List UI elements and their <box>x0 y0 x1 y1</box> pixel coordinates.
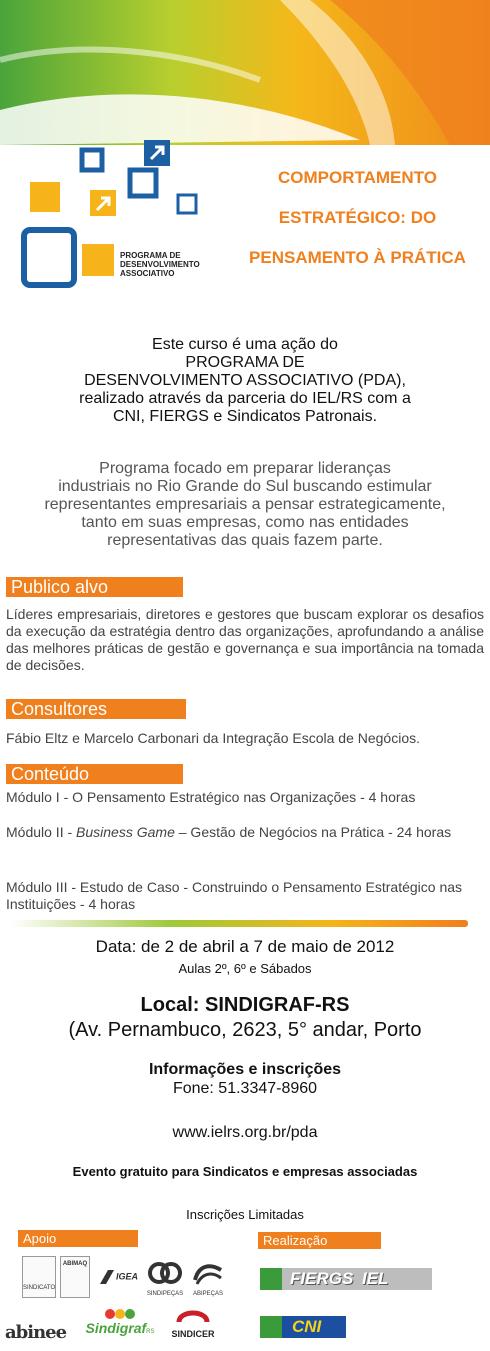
website-link[interactable]: www.ielrs.org.br/pda <box>172 1124 318 1141</box>
apoio-heading: Apoio <box>18 1230 138 1247</box>
event-address: (Av. Pernambuco, 2623, 5° andar, Porto <box>68 1019 422 1041</box>
modulo-1: Módulo I - O Pensamento Estratégico nas Organizações - 4 horas <box>6 789 416 805</box>
consultores-heading: Consultores <box>6 699 186 719</box>
publico-alvo-heading: Publico alvo <box>6 577 183 597</box>
section-divider <box>10 920 468 927</box>
abinee-logo: abinee <box>5 1322 67 1343</box>
phone: Fone: 51.3347-8960 <box>172 1080 318 1097</box>
limited-note: Inscrições Limitadas <box>186 1207 304 1222</box>
program-description: Programa focado em preparar lideranças industriais no Rio Grande do Sul buscando estimular representantes empresariais a pensar estrategicamente, tanto em suas empresas, como nas entidades representativas das quais fazem parte. <box>44 460 446 549</box>
sindicato-logo: SINDICATO <box>22 1256 56 1298</box>
program-label: PROGRAMA DE DESENVOLVIMENTO ASSOCIATIVO <box>120 251 200 278</box>
modulo-3: Módulo III - Estudo de Caso - Construindo o Pensamento Estratégico nas Instituições - 4 horas <box>6 879 463 912</box>
sindigraf-logo: SindigrafRS <box>80 1306 160 1346</box>
info-title: Informações e inscrições <box>148 1061 342 1078</box>
publico-alvo-text: Líderes empresariais, diretores e gestores que buscam explorar os desafios da execução da estratégia dentro das organizações, aprofundando a análise das melhores práticas de gestão e governança e sua importância na tomada de decisões. <box>6 606 484 673</box>
fiergs-iel-logo: FIERGS IEL <box>260 1268 432 1290</box>
abimaq-logo: ABIMAQ <box>60 1256 90 1298</box>
intro-text: Este curso é uma ação do PROGRAMA DE DESENVOLVIMENTO ASSOCIATIVO (PDA), realizado através da parceria do IEL/RS com a CNI, FIERGS e Sindicatos Patronais. <box>79 336 411 425</box>
event-classes: Aulas 2º, 6º e Sábados <box>178 961 312 976</box>
conteudo-heading: Conteúdo <box>6 764 183 784</box>
igea-logo: IGEA <box>98 1268 140 1290</box>
consultores-text: Fábio Eltz e Marcelo Carbonari da Integração Escola de Negócios. <box>6 730 420 746</box>
sindicer-logo: SINDICER <box>165 1306 221 1346</box>
cni-logo: CNI <box>260 1316 346 1338</box>
free-event-note: Evento gratuito para Sindicatos e empresas associadas <box>72 1164 418 1179</box>
abipecas-logo: ABIPEÇAS <box>188 1260 228 1296</box>
event-local: Local: SINDIGRAF-RS <box>140 994 350 1016</box>
realizacao-heading: Realização <box>258 1232 381 1249</box>
header-banner <box>0 0 490 145</box>
sindipecas-logo: SINDIPEÇAS <box>143 1260 187 1296</box>
modulo-2: Módulo II - Business Game – Gestão de Negócios na Prática - 24 horas <box>6 824 452 840</box>
course-title: COMPORTAMENTO ESTRATÉGICO: DO PENSAMENTO À PRÁTICA <box>249 168 466 267</box>
event-date: Data: de 2 de abril a 7 de maio de 2012 <box>95 937 395 956</box>
